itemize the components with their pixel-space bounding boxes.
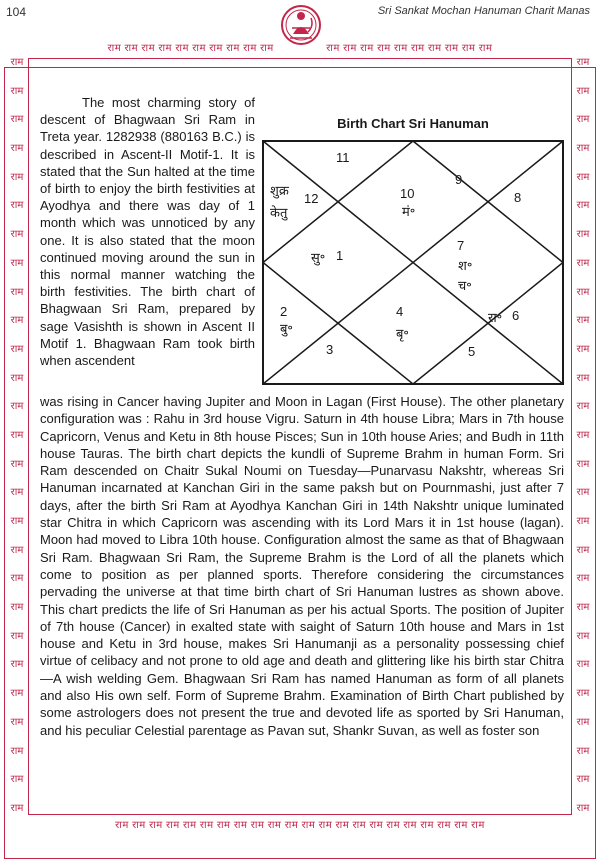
- house-7-planet-shani: श॰: [458, 258, 473, 273]
- running-title: Sri Sankat Mochan Hanuman Charit Manas: [377, 5, 590, 17]
- page-number: 104: [6, 5, 27, 19]
- border-right-column: राम राम राम राम राम राम राम राम राम राम राम राम राम राम राम राम राम राम राम राम राम राम राम राम राम राम राम: [576, 57, 590, 814]
- house-1-planet: सु॰: [311, 250, 326, 265]
- house-4-planet: बृ॰: [396, 326, 409, 341]
- house-2-number: 2: [280, 304, 288, 319]
- house-12-planet-shukra: शुक्र: [270, 183, 289, 198]
- chart-title: Birth Chart Sri Hanuman: [337, 116, 489, 131]
- house-11-number: 11: [336, 150, 350, 165]
- house-9-number: 9: [455, 172, 463, 187]
- border-left-column: राम राम राम राम राम राम राम राम राम राम राम राम राम राम राम राम राम राम राम राम राम राम राम राम राम राम राम: [10, 57, 24, 814]
- house-10-planet: मं॰: [402, 204, 416, 219]
- body-paragraph-bottom: was rising in Cancer having Jupiter and Moon in Lagan (First House). The other planetary configuration was : Rahu in 3rd house Vigru. Saturn in 4th house Libra; Mars in 7th house Capricorn, Venus and Ketu in 8th house Pisces; Sun in 10th house Aries; and Budh in 11th house Tauras. The birth chart depicts the kundli of Supreme Brahm in human Form. Sri Ram descended on Chaitr Sukal Noumi on Tuesday—Punarvasu Nakshtr, whereas Sri Hanuman incarnated at Kanchan Giri in the same paksh but on Pournmashi, just after 7 days, after the birth Sri Ram at Ayodhya Kanchan Giri in 14th Nakshtr unique luminated star Chitra in which Capricorn was ascending with its Lord Mars it in 1st house (lagan). Moon had moved to Libra 10th house. Configuration almost the same as that of Bhagwaan Sri Ram. Bhagwaan Sri Ram, the Supreme Brahm is the Lord of all the planets which come to position as per planned sports. Therefore considering the circumstances pervading the universe at that time birth chart of Sri Hanuman lustres as shown above. This chart predicts the life of Sri Hanuman as per his actual Sports. The position of Jupiter of 7th house (Cancer) in exalted state with saight of Saturn 10th house and Mars in 1st house and Ketu in 3rd house, makes Sri Hanumanji as a personality possessing chief virtue of celibacy and not prone to old age and death and glittering like his birth star Chitra—A wish welding Gem. Bhagwaan Sri Ram has named Hanuman as form of all planets and also His own self. Form of Supreme Brahm. Examination of Birth Chart published by some astrologers does not present the true and devoted life as sported by Sri Hanuman, and his peculiar Celestial parentage as Pavan sut, Shankr Suvan, as well as foster son: [40, 394, 564, 738]
- house-10-number: 10: [400, 186, 415, 201]
- house-12-planet-ketu: केतु: [270, 205, 288, 220]
- house-7-planet-chandra: च॰: [458, 278, 472, 293]
- border-top-row: राम राम राम राम राम राम राम राम राम राम राम राम राम राम राम राम राम राम राम राम: [107, 43, 493, 54]
- house-4-number: 4: [396, 304, 404, 319]
- birth-chart: [262, 140, 564, 385]
- house-7-number: 7: [457, 238, 465, 253]
- house-2-planet: बु॰: [280, 321, 293, 336]
- house-6-planet: रा॰: [488, 310, 503, 325]
- house-6-number: 6: [512, 308, 520, 323]
- body-paragraph-top: The most charming story of descent of Bhagwaan Sri Ram in Treta year. 1282938 (880163 B.C.) is described in Ascent-II Motif-1. It is stated that the Sun halted at the time of birth to enjoy the birth festivities at Ayodhya and there was day of 1 month which was unnoticed by any one. It is also stated that the moon continued moving around the sun in this normal manner watching the birth festivities. The birth chart of Bhagwaan Sri Ram, prepared by sage Vasishth is shown in Ascent II Motif 1. Bhagwaan Ram took birth when ascendent: [40, 95, 255, 369]
- house-12-number: 12: [304, 191, 319, 206]
- house-1-number: 1: [336, 248, 344, 263]
- border-bottom-row: राम राम राम राम राम राम राम राम राम राम राम राम राम राम राम राम राम राम राम राम राम राम: [115, 820, 485, 831]
- house-5-number: 5: [468, 344, 476, 359]
- house-3-number: 3: [326, 342, 334, 357]
- house-8-number: 8: [514, 190, 522, 205]
- hanuman-emblem-icon: [280, 2, 322, 48]
